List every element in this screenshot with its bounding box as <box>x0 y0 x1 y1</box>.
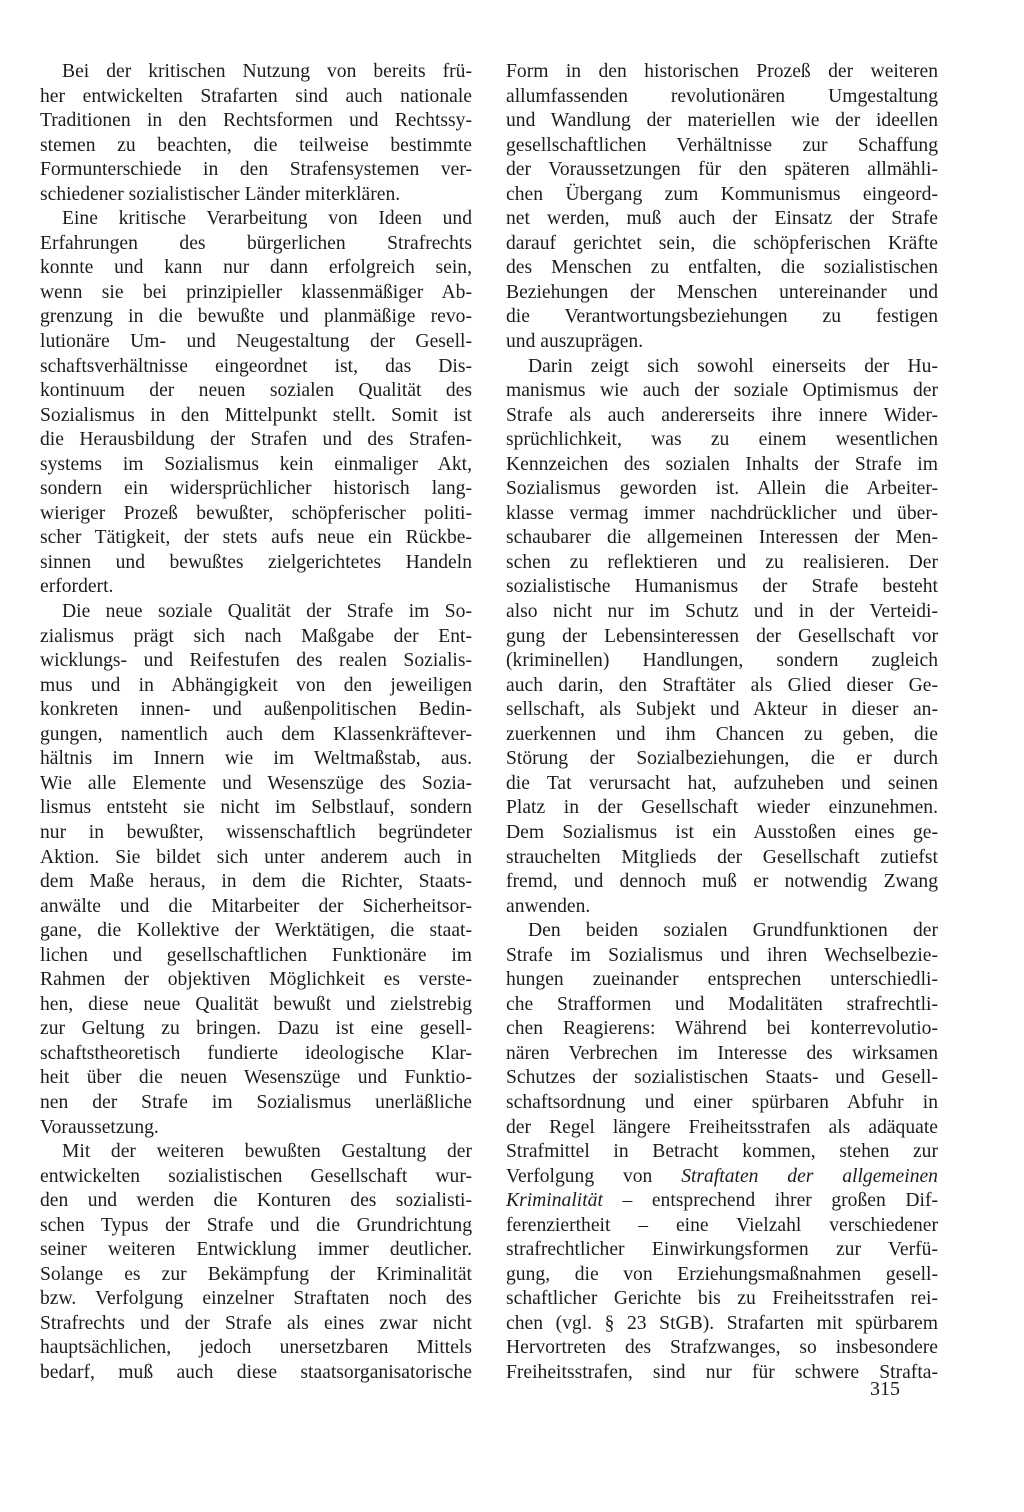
text-line: schaubarer die allgemeinen Interessen der Men- <box>506 527 938 549</box>
text-line: gungen, namentlich auch dem Klassenkräftever- <box>40 723 472 745</box>
text-line: Beziehungen der Menschen untereinander und <box>506 281 938 303</box>
left-column <box>40 60 472 1386</box>
text-line: kontinuum der neuen sozialen Qualität des <box>40 380 472 402</box>
text-line <box>506 1189 938 1214</box>
text-line: Erfahrungen des bürgerlichen Strafrechts <box>40 232 472 254</box>
text-line: Dem Sozialismus ist ein Ausstoßen eines ge- <box>506 821 938 843</box>
text-line: Wie alle Elemente und Wesenszüge des Sozia- <box>40 772 472 794</box>
text-line: lutionäre Um- und Neugestaltung der Gesell- <box>40 331 472 353</box>
text-line: allumfassenden revolutionären Umgestaltung <box>506 85 938 107</box>
text-line: Strafe als auch andererseits ihre innere Wider- <box>506 404 938 426</box>
text-line: schaftlicher Gerichte bis zu Freiheitsstrafen rei- <box>506 1288 938 1310</box>
text-line: Rahmen der objektiven Möglichkeit es verste- <box>40 969 472 991</box>
text-line: sprüchlichkeit, was zu einem wesentlichen <box>506 429 938 451</box>
text-line: schaftstheoretisch fundierte ideologische Klar- <box>40 1042 472 1064</box>
text-line: die Tat verursacht hat, aufzuheben und seinen <box>506 772 938 794</box>
text-line: entwickelten sozialistischen Gesellschaft wur- <box>40 1165 472 1187</box>
text-line: chen Übergang zum Kommunismus eingeord- <box>506 183 938 205</box>
text-line: zialismus prägt sich nach Maßgabe der Ent- <box>40 625 472 647</box>
right-column <box>506 60 938 1386</box>
text-line: Eine kritische Verarbeitung von Ideen und <box>62 208 472 230</box>
text-line: Aktion. Sie bildet sich unter anderem auch in <box>40 846 472 868</box>
text-line: gung der Lebensinteressen der Gesellschaft vor <box>506 625 938 647</box>
text-segment: Verfolgung von <box>506 1165 653 1187</box>
text-line: darauf gerichtet sein, die schöpferischen Kräfte <box>506 232 938 254</box>
text-line: che Strafformen und Modalitäten strafrechtli- <box>506 993 938 1015</box>
text-line: und auszuprägen. <box>506 331 644 353</box>
text-line: Platz in der Gesellschaft wieder einzunehmen. <box>506 797 938 819</box>
text-line: schen zu reflektieren und zu realisieren. Der <box>506 551 938 573</box>
text-line: (kriminellen) Handlungen, sondern zugleich <box>506 650 938 672</box>
text-line: nur in bewußter, wissenschaftlich begründeter <box>40 821 472 843</box>
text-line: die Verantwortungsbeziehungen zu festigen <box>506 306 938 328</box>
text-line: gane, die Kollektive der Werktätigen, die staat- <box>40 920 472 942</box>
text-line: hen, diese neue Qualität bewußt und zielstrebig <box>40 993 472 1015</box>
text-line: anwälte und die Mitarbeiter der Sicherheitsor- <box>40 895 472 917</box>
text-line: strauchelten Mitglieds der Gesellschaft zutiefst <box>506 846 938 868</box>
text-line: nen der Strafe im Sozialismus unerläßliche <box>40 1091 472 1113</box>
text-line: klasse vermag immer nachdrücklicher und über- <box>506 502 938 524</box>
text-line: sellschaft, als Subjekt und Akteur in dieser an- <box>506 699 938 721</box>
text-line: Solange es zur Bekämpfung der Kriminalität <box>40 1263 472 1285</box>
text-line: Form in den historischen Prozeß der weiteren <box>506 61 938 82</box>
text-line: Schutzes der sozialistischen Staats- und Gesell- <box>506 1067 938 1089</box>
text-line: Sozialismus in den Mittelpunkt stellt. Somit ist <box>40 404 472 426</box>
text-line: hungen zueinander entsprechen unterschiedli- <box>506 969 938 991</box>
text-line: wicklungs- und Reifestufen des realen Sozialis- <box>40 650 472 672</box>
text-line: wieriger Prozeß bewußter, schöpferischer politi- <box>40 502 472 524</box>
text-line: zuerkennen und ihm Chancen zu geben, die <box>506 723 938 745</box>
text-line: schaftsordnung und einer spürbaren Abfuhr in <box>506 1091 938 1113</box>
text-line: konnte und kann nur dann erfolgreich sein, <box>40 257 472 279</box>
text-line: Voraussetzung. <box>40 1116 159 1138</box>
text-line: mus und in Abhängigkeit von den jeweiligen <box>40 674 472 696</box>
text-line: Sozialismus geworden ist. Allein die Arbeiter- <box>506 478 938 500</box>
text-line <box>506 1165 938 1190</box>
text-line: Formunterschiede in den Strafensystemen ver- <box>40 159 472 181</box>
text-line: net werden, muß auch der Einsatz der Strafe <box>506 208 938 230</box>
text-line: dem Maße heraus, in dem die Richter, Staats- <box>40 871 472 893</box>
text-line: also nicht nur im Schutz und in der Verteidi- <box>506 601 938 623</box>
text-line: lichen und gesellschaftlichen Funktionäre im <box>40 944 472 966</box>
text-line: Darin zeigt sich sowohl einerseits der Hu- <box>528 355 938 377</box>
page-number: 315 <box>870 1378 900 1400</box>
text-line: des Menschen zu entfalten, die sozialistischen <box>506 257 938 279</box>
text-line: heit über die neuen Wesenszüge und Funktio- <box>40 1067 472 1089</box>
text-line: Strafrechts und der Strafe als eines zwar nicht <box>40 1312 472 1334</box>
text-line: konkreten innen- und außenpolitischen Bedin- <box>40 699 472 721</box>
text-line: anwenden. <box>506 895 591 917</box>
text-line: systems im Sozialismus kein einmaliger Akt, <box>40 453 472 475</box>
text-line: seiner weiteren Entwicklung immer deutlicher. <box>40 1239 472 1261</box>
text-line: Den beiden sozialen Grundfunktionen der <box>528 920 938 942</box>
text-line: Hervortreten des Strafzwanges, so insbesondere <box>506 1337 938 1359</box>
text-line: Kennzeichen des sozialen Inhalts der Strafe im <box>506 453 938 475</box>
text-line: erfordert. <box>40 576 114 598</box>
text-line: manismus wie auch der soziale Optimismus der <box>506 380 938 402</box>
text-line: chen Reagierens: Während bei konterrevolutio- <box>506 1018 938 1040</box>
italic-term: Straftaten der allgemeinen <box>681 1165 938 1187</box>
text-line: gesellschaftlichen Verhältnisse zur Schaffung <box>506 134 938 156</box>
text-line: fremd, und dennoch muß er notwendig Zwang <box>506 871 938 893</box>
text-line: schaftsverhältnisse eingeordnet ist, das Dis- <box>40 355 472 377</box>
text-line: lismus entsteht sie nicht im Selbstlauf, sondern <box>40 797 472 819</box>
text-line: hauptsächlichen, jedoch unersetzbaren Mittels <box>40 1337 472 1359</box>
text-line: Strafe im Sozialismus und ihren Wechselbezie- <box>506 944 938 966</box>
text-line: sozialistische Humanismus der Strafe besteht <box>506 576 938 598</box>
text-line: sondern ein widersprüchlicher historisch lang- <box>40 478 472 500</box>
text-line: auch darin, den Straftäter als Glied dieser Ge- <box>506 674 938 696</box>
italic-term: Kriminalität <box>506 1190 603 1212</box>
text-line: die Herausbildung der Strafen und des Strafen- <box>40 429 472 451</box>
text-line: nären Verbrechen im Interesse des wirksamen <box>506 1042 938 1064</box>
text-line: gung, die von Erziehungsmaßnahmen gesell- <box>506 1263 938 1285</box>
text-line: chen (vgl. § 23 StGB). Strafarten mit spürbarem <box>506 1312 938 1334</box>
text-line: stemen zu beachten, die teilweise bestimmte <box>40 134 472 156</box>
text-line: den und werden die Konturen des sozialisti- <box>40 1190 472 1212</box>
text-line: ferenziertheit – eine Vielzahl verschiedener <box>506 1214 938 1236</box>
text-segment: – entsprechend ihrer großen Dif- <box>602 1190 938 1212</box>
text-line: und Wandlung der materiellen wie der ideellen <box>506 110 938 132</box>
text-line: Traditionen in den Rechtsformen und Rechtssy- <box>40 110 472 132</box>
text-line: wenn sie bei prinzipieller klassenmäßiger Ab- <box>40 281 472 303</box>
text-line: der Voraussetzungen für den späteren allmähli- <box>506 159 938 181</box>
text-line: Bei der kritischen Nutzung von bereits frü- <box>62 61 472 82</box>
text-line: her entwickelten Strafarten sind auch nationale <box>40 85 472 107</box>
text-line: Die neue soziale Qualität der Strafe im So- <box>62 601 472 623</box>
text-line: sinnen und bewußtes zielgerichtetes Handeln <box>40 551 472 573</box>
text-line: zur Geltung zu bringen. Dazu ist eine gesell- <box>40 1018 472 1040</box>
text-line: grenzung in die bewußte und planmäßige revo- <box>40 306 472 328</box>
text-line: schiedener sozialistischer Länder miterklären. <box>40 183 401 205</box>
text-line: Freiheitsstrafen, sind nur für schwere Strafta- <box>506 1361 938 1383</box>
text-line: Strafmittel in Betracht kommen, stehen zur <box>506 1141 938 1163</box>
text-line: Mit der weiteren bewußten Gestaltung der <box>62 1141 472 1163</box>
text-line: bedarf, muß auch diese staatsorganisatorische <box>40 1361 472 1383</box>
text-line: scher Tätigkeit, der stets aufs neue ein Rückbe- <box>40 527 472 549</box>
text-line: bzw. Verfolgung einzelner Straftaten noch des <box>40 1288 472 1310</box>
text-line: strafrechtlicher Einwirkungsformen zur Verfü- <box>506 1239 938 1261</box>
text-line: Störung der Sozialbeziehungen, die er durch <box>506 748 938 770</box>
text-line: hältnis im Innern wie im Weltmaßstab, aus. <box>40 748 472 770</box>
text-line: schen Typus der Strafe und die Grundrichtung <box>40 1214 472 1236</box>
text-line: der Regel längere Freiheitsstrafen als adäquate <box>506 1116 938 1138</box>
